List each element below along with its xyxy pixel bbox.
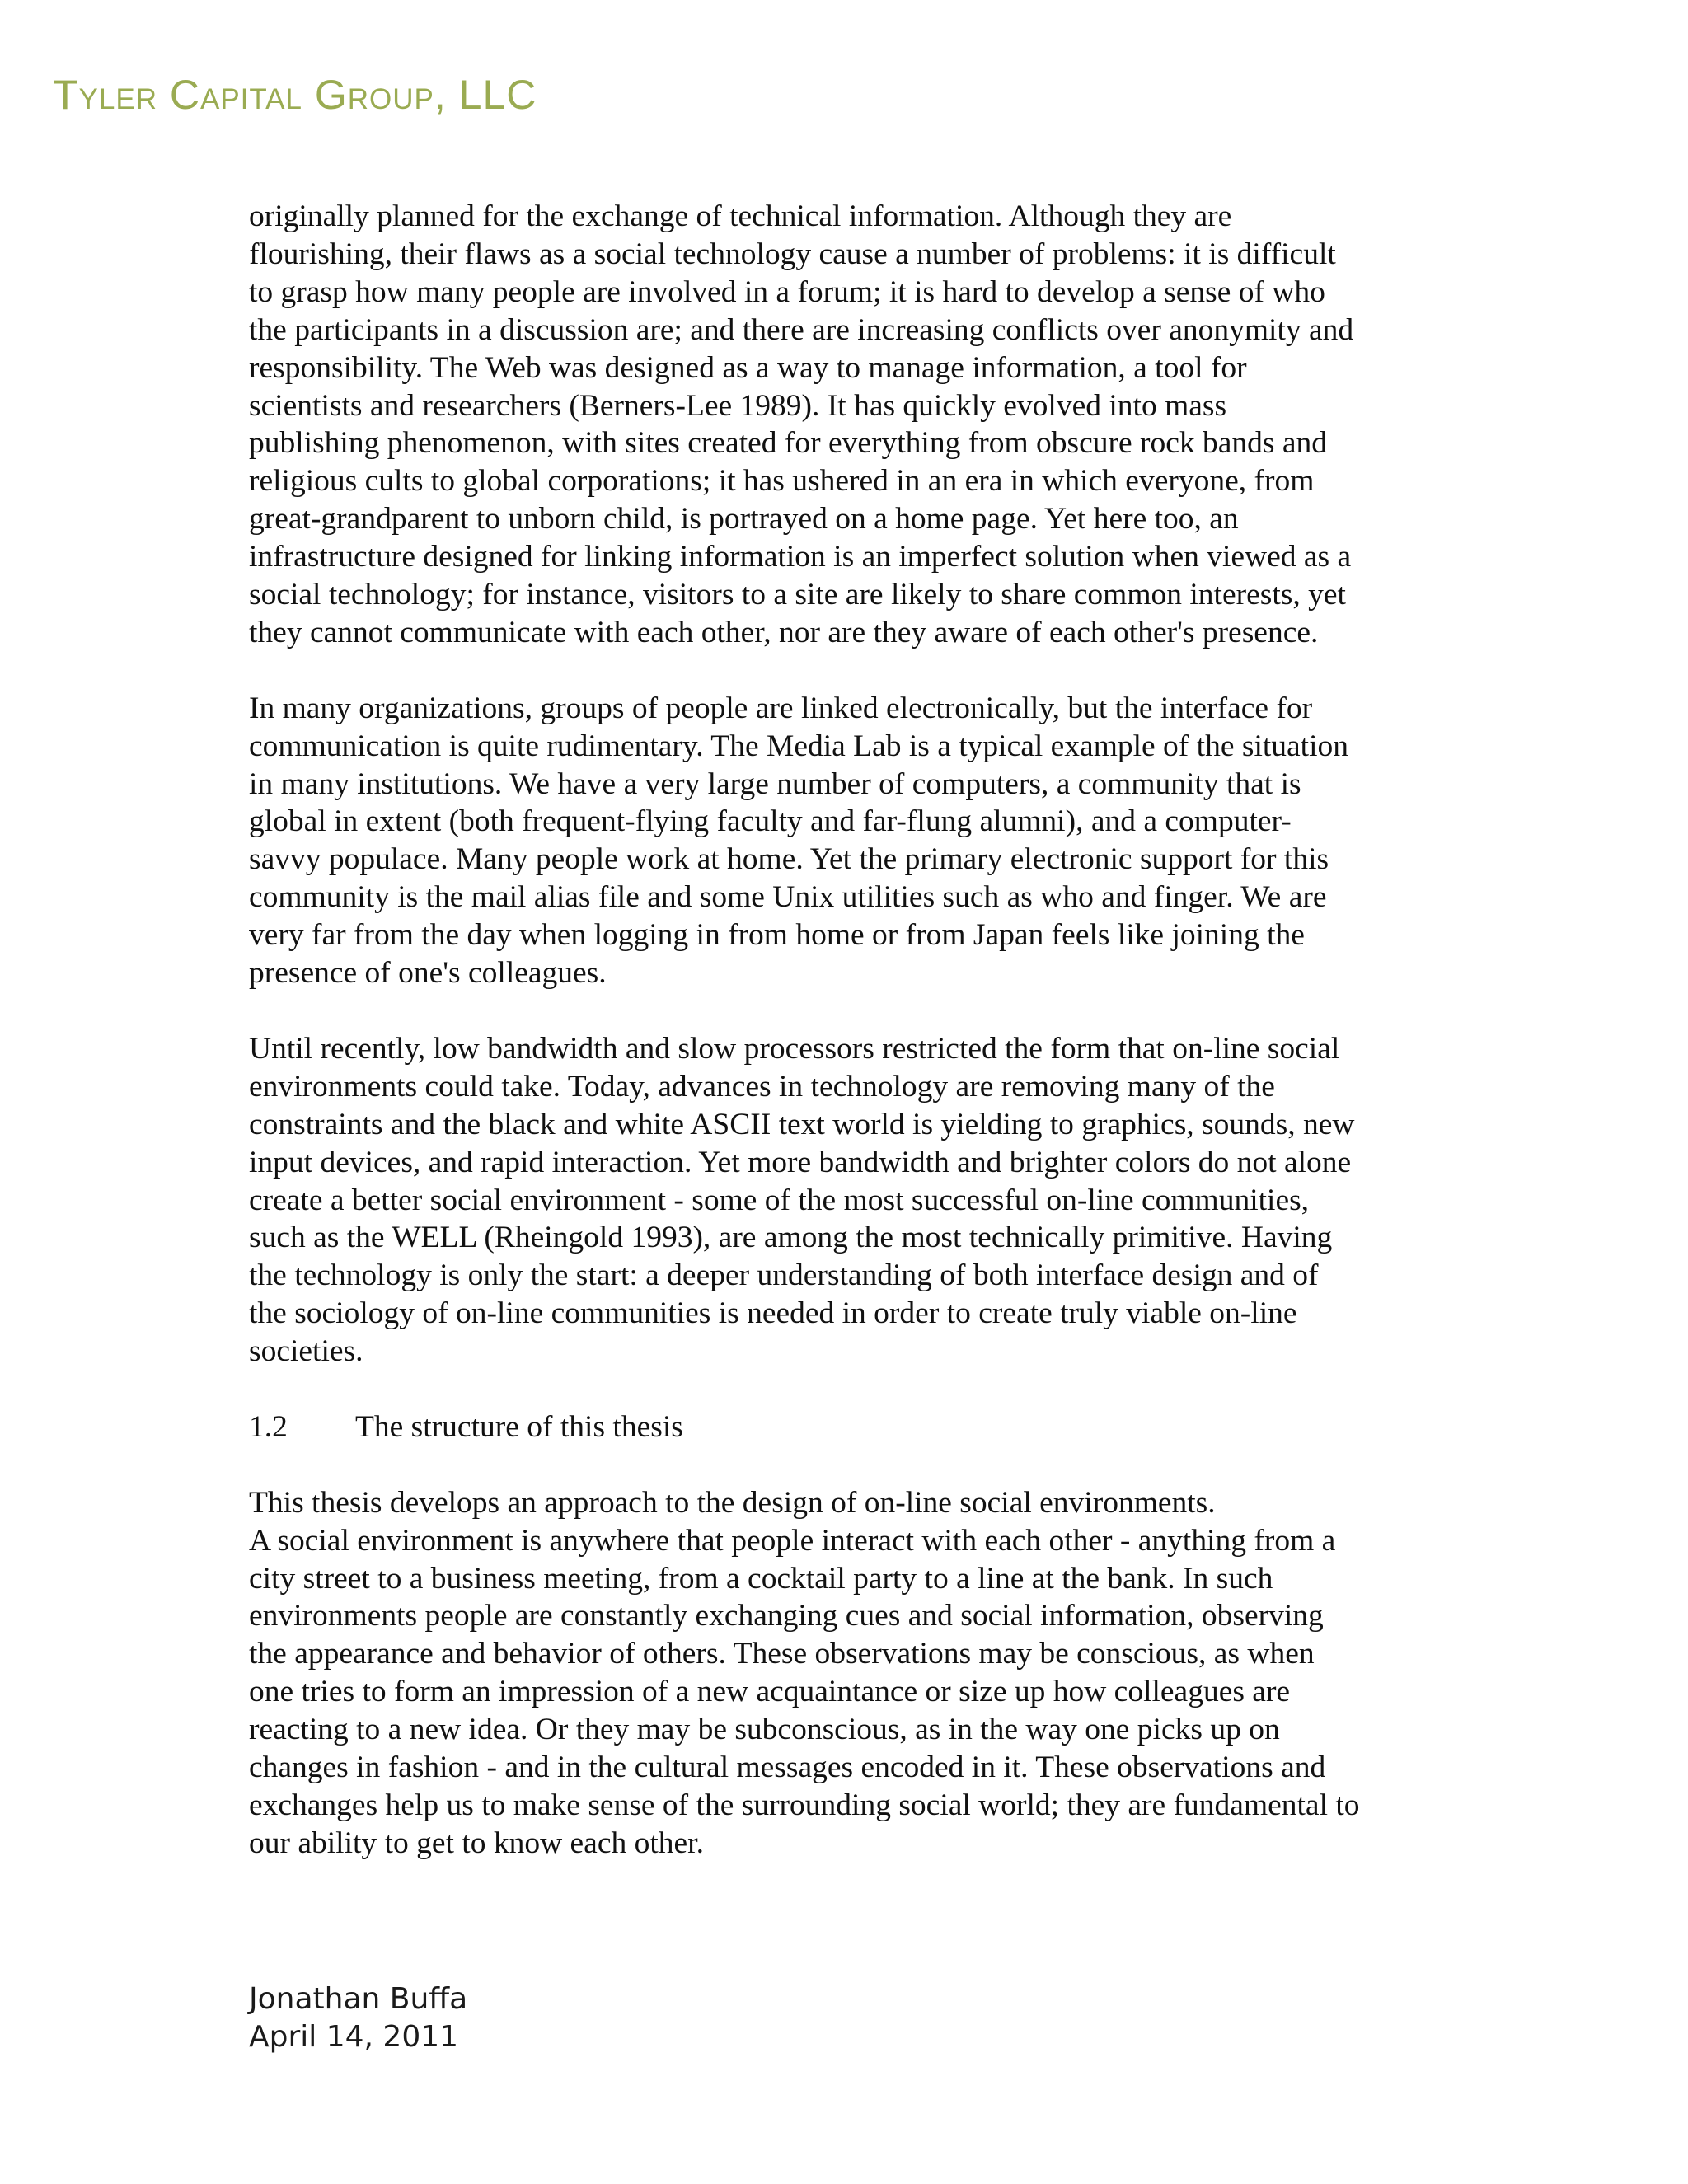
document-footer [249,1980,467,2056]
section-heading [249,1408,1485,1446]
text-line: the participants in a discussion are; and there are increasing conflicts over anonymity and [249,312,1354,347]
text-line: our ability to get to know each other. [249,1825,704,1860]
text-line: religious cults to global corporations; it has ushered in an era in which everyone, from [249,464,1315,499]
paragraph-gap [249,652,1485,690]
document-date: April 14, 2011 [249,2020,459,2054]
text-line: This thesis develops an approach to the design of on-line social environments. [249,1485,1216,1520]
text-line: communication is quite rudimentary. The Media Lab is a typical example of the situation [249,729,1349,763]
text-line: responsibility. The Web was designed as a way to manage information, a tool for [249,350,1247,385]
document-body [249,198,1485,1863]
text-line: constraints and the black and white ASCII text world is yielding to graphics, sounds, new [249,1107,1355,1141]
text-line: In many organizations, groups of people are linked electronically, but the interface for [249,691,1313,725]
text-line: the technology is only the start: a deeper understanding of both interface design and of [249,1258,1319,1293]
paragraph [249,690,1485,992]
author-name: Jonathan Buffa [249,1982,468,2016]
text-line: global in extent (both frequent-flying faculty and far-flung alumni), and a computer- [249,804,1292,839]
text-line: environments could take. Today, advances in technology are removing many of the [249,1069,1275,1104]
paragraph-gap [249,1446,1485,1484]
paragraph [249,198,1485,652]
text-line: presence of one's colleagues. [249,956,607,991]
text-line: infrastructure designed for linking information is an imperfect solution when viewed as a [249,540,1352,574]
text-line: savvy populace. Many people work at home. Yet the primary electronic support for this [249,842,1329,877]
text-line: Until recently, low bandwidth and slow processors restricted the form that on-line social [249,1031,1340,1066]
text-line: flourishing, their flaws as a social technology cause a number of problems: it is difficult [249,237,1336,271]
text-line: one tries to form an impression of a new acquaintance or size up how colleagues are [249,1675,1291,1709]
text-line: environments people are constantly exchanging cues and social information, observing [249,1599,1324,1633]
section-title: The structure of this thesis [355,1409,683,1444]
text-line: input devices, and rapid interaction. Yet more bandwidth and brighter colors do not alone [249,1145,1352,1179]
company-header: Tyler Capital Group, LLC [53,72,537,118]
text-line: to grasp how many people are involved in a forum; it is hard to develop a sense of who [249,274,1325,309]
section-number: 1.2 [249,1409,288,1444]
text-line: very far from the day when logging in from home or from Japan feels like joining the [249,918,1305,953]
paragraph-gap [249,992,1485,1030]
text-line: great-grandparent to unborn child, is portrayed on a home page. Yet here too, an [249,502,1239,537]
text-line: changes in fashion - and in the cultural messages encoded in it. These observations and [249,1750,1326,1785]
paragraph [249,1484,1485,1863]
text-line: social technology; for instance, visitors to a site are likely to share common interests, yet [249,578,1346,612]
text-line: city street to a business meeting, from a cocktail party to a line at the bank. In such [249,1561,1273,1596]
text-line: community is the mail alias file and some Unix utilities such as who and finger. We are [249,880,1327,915]
text-line: the appearance and behavior of others. These observations may be conscious, as when [249,1637,1315,1671]
text-line: in many institutions. We have a very large number of computers, a community that is [249,766,1301,801]
text-line: originally planned for the exchange of technical information. Although they are [249,199,1232,233]
text-line: societies. [249,1334,363,1369]
text-line: A social environment is anywhere that people interact with each other - anything from a [249,1523,1336,1558]
paragraph-gap [249,1371,1485,1408]
text-line: such as the WELL (Rheingold 1993), are among the most technically primitive. Having [249,1221,1333,1255]
paragraph [249,1030,1485,1371]
text-line: reacting to a new idea. Or they may be subconscious, as in the way one picks up on [249,1713,1280,1747]
text-line: publishing phenomenon, with sites created for everything from obscure rock bands and [249,426,1327,461]
text-line: create a better social environment - some of the most successful on-line communities, [249,1183,1310,1217]
text-line: scientists and researchers (Berners-Lee 1989). It has quickly evolved into mass [249,388,1227,423]
text-line: the sociology of on-line communities is needed in order to create truly viable on-line [249,1296,1297,1331]
text-line: exchanges help us to make sense of the surrounding social world; they are fundamental to [249,1788,1360,1822]
text-line: they cannot communicate with each other, nor are they aware of each other's presence. [249,615,1319,649]
